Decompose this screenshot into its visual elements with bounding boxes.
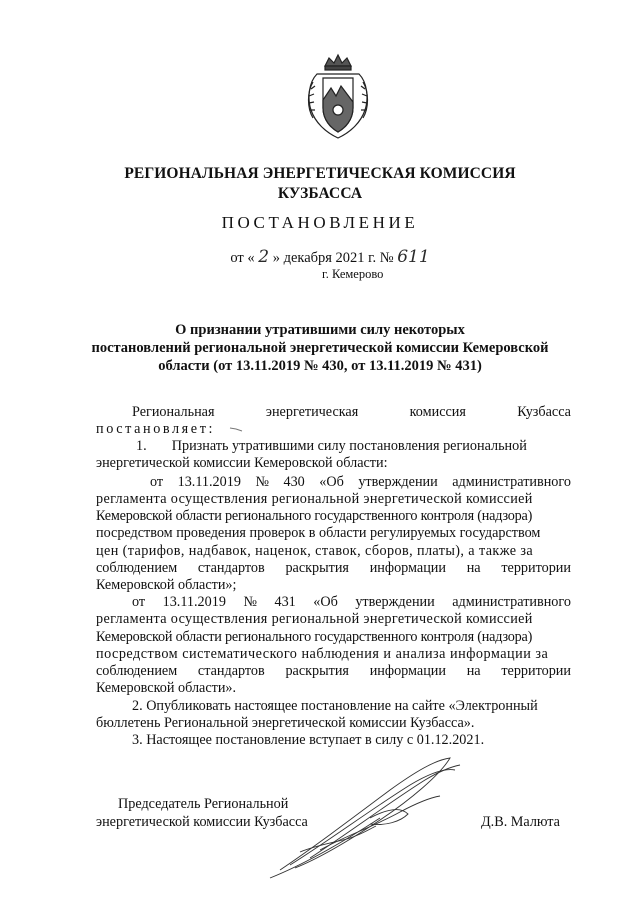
word: соблюдением (96, 560, 178, 576)
paragraph-3-line: 3. Настоящее постановление вступает в силу с 01.12.2021. (132, 732, 485, 748)
item-430-line4: посредством проведения проверок в области регулируемых государством (96, 525, 541, 541)
intro-word: комиссия (409, 404, 466, 420)
pen-mark (229, 424, 243, 432)
word: на (466, 560, 481, 576)
signatory-name: Д.В. Малюта (481, 814, 560, 830)
word: «Об (319, 474, 344, 490)
city: г. Кемерово (322, 267, 384, 281)
item-431-line4: посредством систематического наблюдения и анализа информации за (96, 646, 549, 662)
intro-word: Региональная (132, 404, 215, 420)
word: раскрытия (285, 560, 349, 576)
paragraph-1-line (96, 438, 611, 455)
word: административного (452, 474, 571, 490)
item-430-line5: цен (тарифов, надбавок, наценок, ставок, сборов, платы), а также за (96, 543, 534, 559)
item-430-line3: Кемеровской области регионального государственного контроля (надзора) (96, 508, 533, 524)
word: 13.11.2019 (162, 594, 226, 610)
word: 430 (283, 474, 305, 490)
date-prefix: от « (230, 250, 255, 266)
paragraph-2-cont: бюллетень Региональной энергетической комиссии Кузбасса». (96, 715, 475, 731)
paragraph-2-line: 2. Опубликовать настоящее постановление на сайте «Электронный (132, 698, 538, 714)
item-430-line7: Кемеровской области»; (96, 577, 237, 593)
item-431-line3: Кемеровской области регионального государственного контроля (надзора) (96, 629, 533, 645)
word: утверждении (355, 594, 435, 610)
document-type: ПОСТАНОВЛЕНИЕ (221, 213, 419, 232)
item-431-line5 (96, 663, 571, 680)
organization-name-line1: РЕГИОНАЛЬНАЯ ЭНЕРГЕТИЧЕСКАЯ КОМИССИЯ (124, 165, 516, 182)
item-430-line1 (96, 474, 571, 491)
item-430-line2: регламента осуществления региональной энергетической комиссией (96, 491, 533, 507)
word: административного (452, 594, 571, 610)
title-line2: постановлений региональной энергетической комиссии Кемеровской (91, 340, 549, 356)
signatory-position-line1: Председатель Региональной (118, 796, 289, 812)
word: № (243, 594, 257, 610)
item-431-line6: Кемеровской области». (96, 680, 237, 696)
organization-name-line2: КУЗБАССА (277, 185, 363, 202)
word: соблюдением (96, 663, 178, 679)
resolves-word: постановляет: (96, 421, 216, 437)
title-line1: О признании утратившими силу некоторых (175, 322, 465, 338)
word: информации (369, 560, 446, 576)
item-431-line2: регламента осуществления региональной энергетической комиссией (96, 611, 533, 627)
word: на (466, 663, 481, 679)
intro-line (96, 404, 571, 421)
word: утверждении (358, 474, 438, 490)
word: № (255, 474, 269, 490)
word: от (150, 474, 164, 490)
word: 13.11.2019 (177, 474, 241, 490)
word: стандартов (197, 663, 265, 679)
word: территории (501, 560, 571, 576)
word: 431 (274, 594, 296, 610)
word: «Об (313, 594, 338, 610)
signatory-position-line2: энергетической комиссии Кузбасса (96, 814, 308, 830)
word: территории (501, 663, 571, 679)
handwritten-number: 611 (397, 247, 430, 267)
title-line3: области (от 13.11.2019 № 430, от 13.11.2019 № 431) (158, 358, 482, 374)
item-430-line6 (96, 560, 571, 577)
paragraph-number: 1. (136, 438, 147, 454)
intro-word: энергетическая (265, 404, 359, 420)
document-date-line (0, 247, 640, 267)
word: информации (369, 663, 446, 679)
word: раскрытия (285, 663, 349, 679)
paragraph-text: Признать утратившими силу постановления региональной (171, 438, 527, 454)
item-431-line1 (96, 594, 571, 611)
coat-of-arms-emblem (303, 52, 373, 142)
date-middle: » декабря 2021 г. № (272, 250, 394, 266)
intro-word: Кузбасса (517, 404, 571, 420)
handwritten-day: 2 (258, 247, 270, 267)
word: от (132, 594, 146, 610)
word: стандартов (197, 560, 265, 576)
paragraph-1-cont: энергетической комиссии Кемеровской области: (96, 455, 388, 471)
